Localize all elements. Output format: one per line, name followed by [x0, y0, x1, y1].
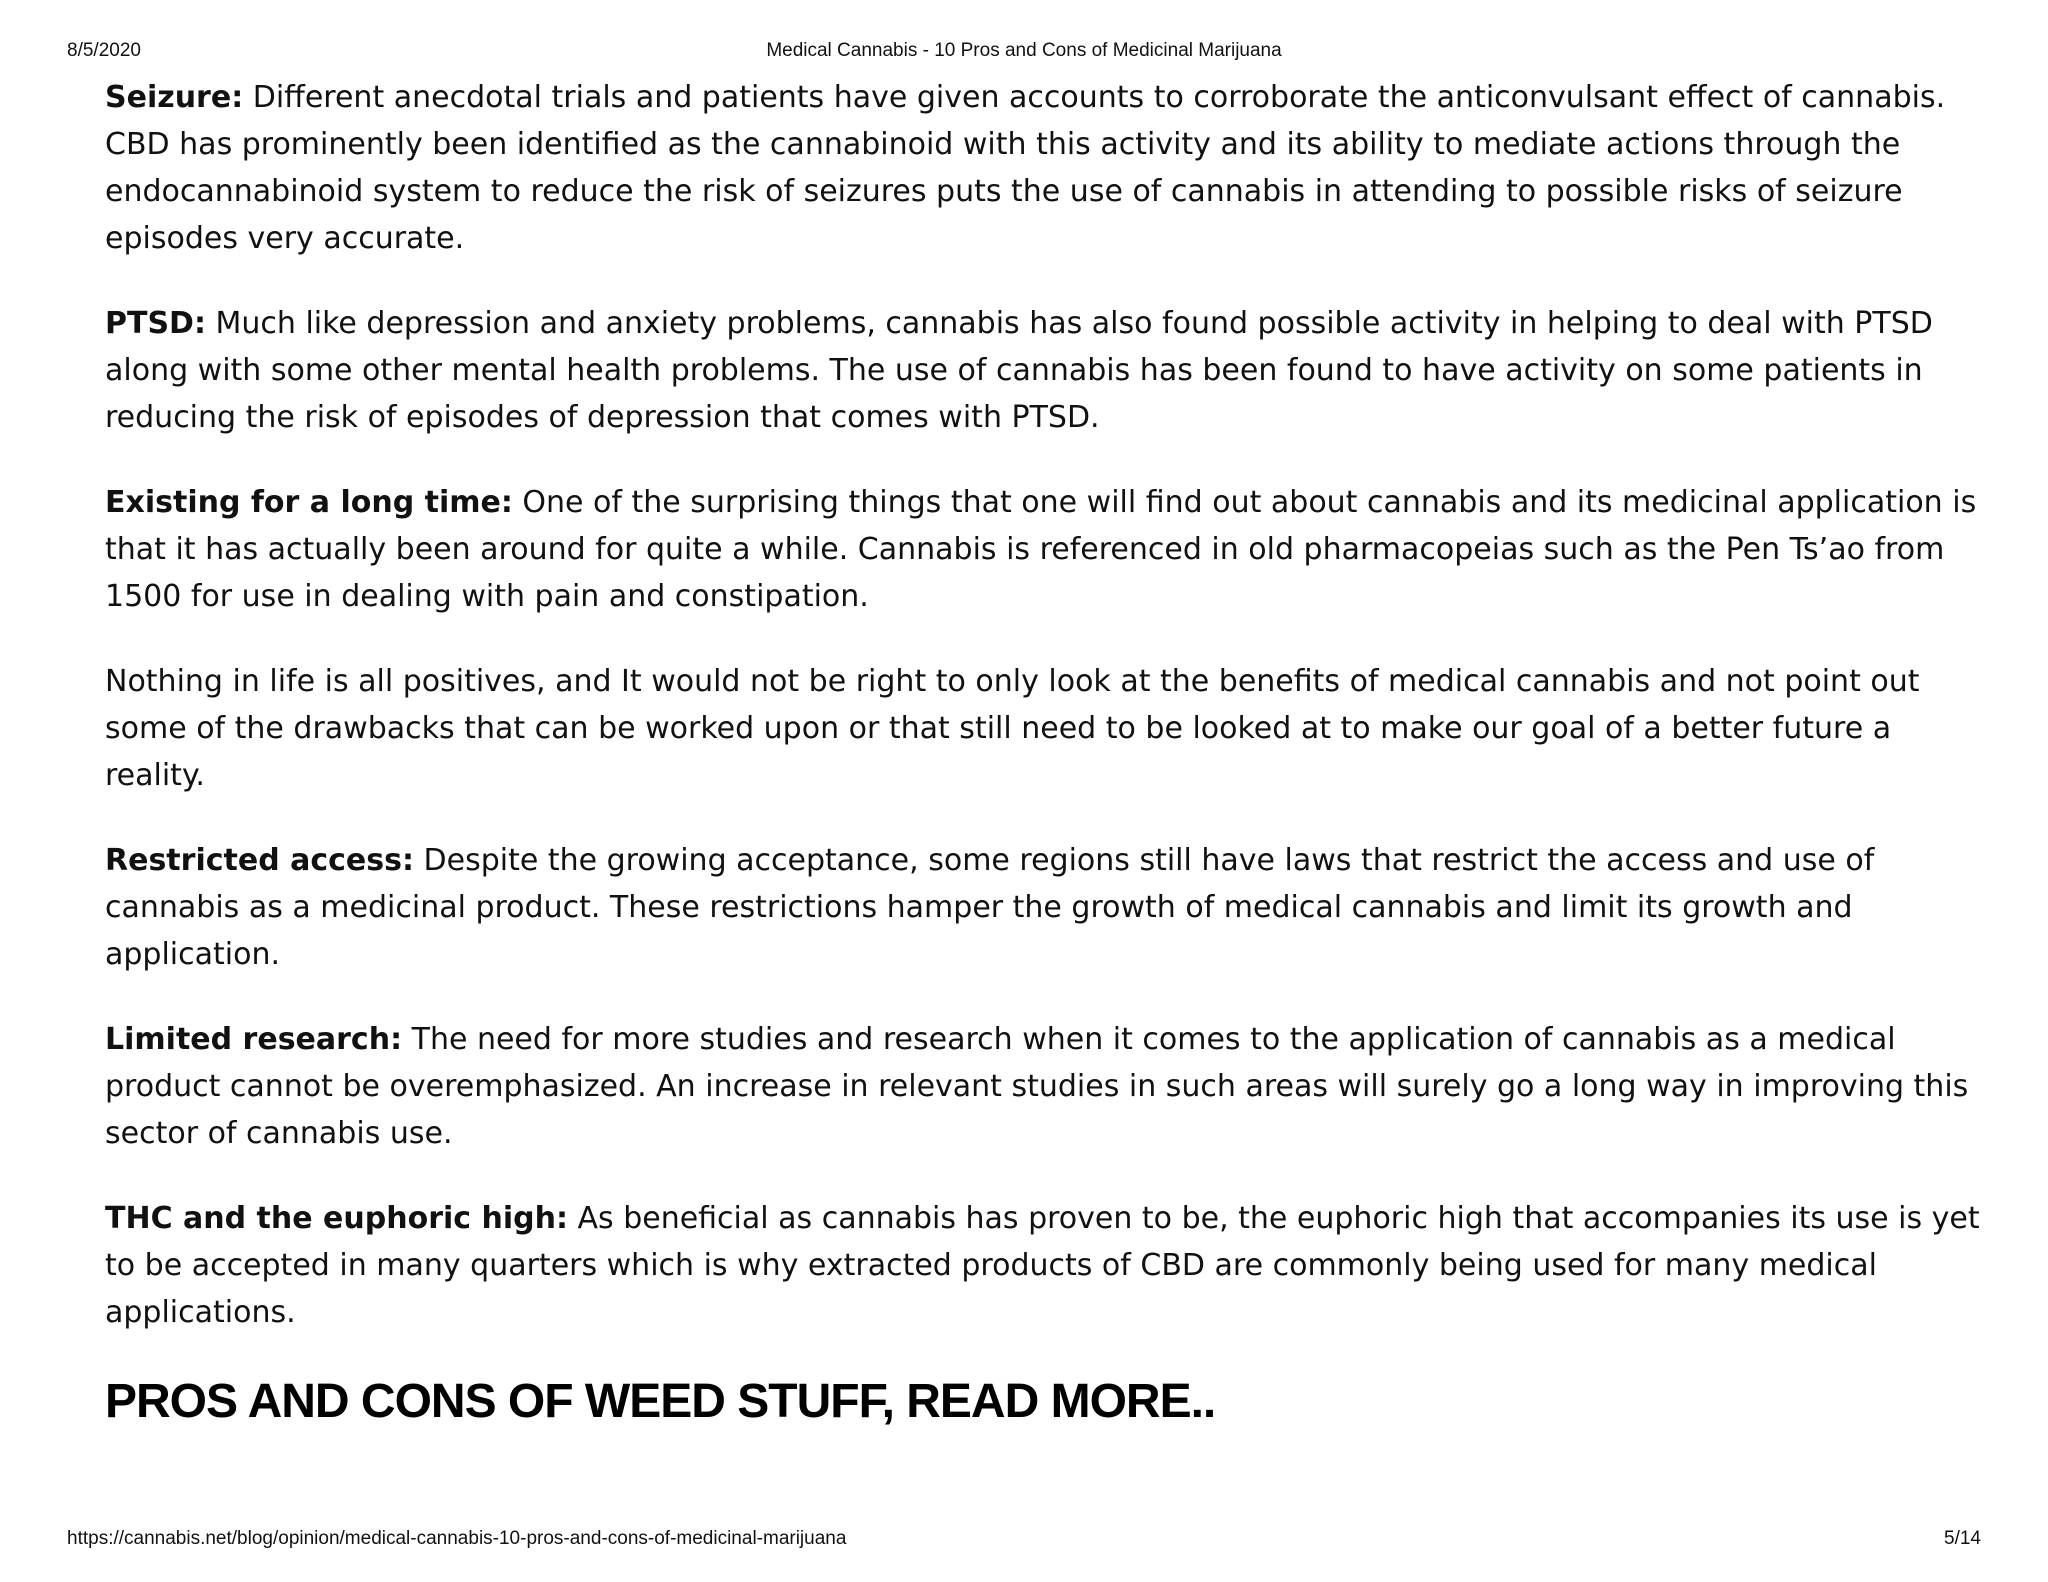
paragraph-ptsd [105, 300, 1985, 441]
article-body [105, 74, 1985, 1430]
term-label: Existing for a long time: [105, 485, 513, 520]
paragraph-text: Nothing in life is all positives, and It would not be right to only look at the benefits of medical cannabis and not point out some of the drawbacks that can be worked upon or that still need to be looked at to make our goal of a better future a reality. [105, 664, 1920, 793]
paragraph-text: Much like depression and anxiety problems, cannabis has also found possible activity in helping to deal with PTSD along with some other mental health problems. The use of cannabis has been found to have activity on some patients in reducing the risk of episodes of depression that comes with PTSD. [105, 306, 1933, 435]
paragraph-text: Despite the growing acceptance, some regions still have laws that restrict the access and use of cannabis as a medicinal product. These restrictions hamper the growth of medical cannabis and limit its growth and application. [105, 843, 1875, 972]
paragraph-restricted-access [105, 837, 1985, 978]
term-label: Limited research: [105, 1022, 403, 1057]
paragraph-text: As beneficial as cannabis has proven to be, the euphoric high that accompanies its use is yet to be accepted in many quarters which is why extracted products of CBD are commonly being used for many medical applications. [105, 1201, 1980, 1330]
paragraph-text: The need for more studies and research when it comes to the application of cannabis as a medical product cannot be overemphasized. An increase in relevant studies in such areas will surely go a long way in improving this sector of cannabis use. [105, 1022, 1969, 1151]
paragraph-existing-long-time [105, 479, 1985, 620]
print-header [67, 40, 1981, 64]
term-label: PTSD: [105, 306, 206, 341]
paragraph-seizure [105, 74, 1985, 262]
term-label: THC and the euphoric high: [105, 1201, 568, 1236]
print-footer [67, 1528, 1981, 1552]
read-more-heading: PROS AND CONS OF WEED STUFF, READ MORE.. [105, 1375, 1216, 1428]
paragraph-thc-euphoric-high [105, 1195, 1985, 1336]
term-label: Restricted access: [105, 843, 414, 878]
term-label: Seizure: [105, 80, 244, 115]
paragraph-text: Different anecdotal trials and patients have given accounts to corroborate the anticonvulsant effect of cannabis. CBD has prominently been identified as the cannabinoid with this activity and its ability to mediate actions through the endocannabinoid system to reduce the risk of seizures puts the use of cannabis in attending to possible risks of seizure episodes very accurate. [105, 80, 1946, 256]
page-number: 5/14 [1944, 1528, 1981, 1549]
document-title: Medical Cannabis - 10 Pros and Cons of Medicinal Marijuana [766, 40, 1282, 61]
page-url: https://cannabis.net/blog/opinion/medical-cannabis-10-pros-and-cons-of-medicinal-marijuana [67, 1528, 847, 1549]
paragraph-drawbacks-intro [105, 658, 1985, 799]
paragraph-text: One of the surprising things that one will find out about cannabis and its medicinal application is that it has actually been around for quite a while. Cannabis is referenced in old pharmacopeias such as the Pen Ts’ao from 1500 for use in dealing with pain and constipation. [105, 485, 1977, 614]
paragraph-limited-research [105, 1016, 1985, 1157]
print-date: 8/5/2020 [67, 40, 141, 61]
